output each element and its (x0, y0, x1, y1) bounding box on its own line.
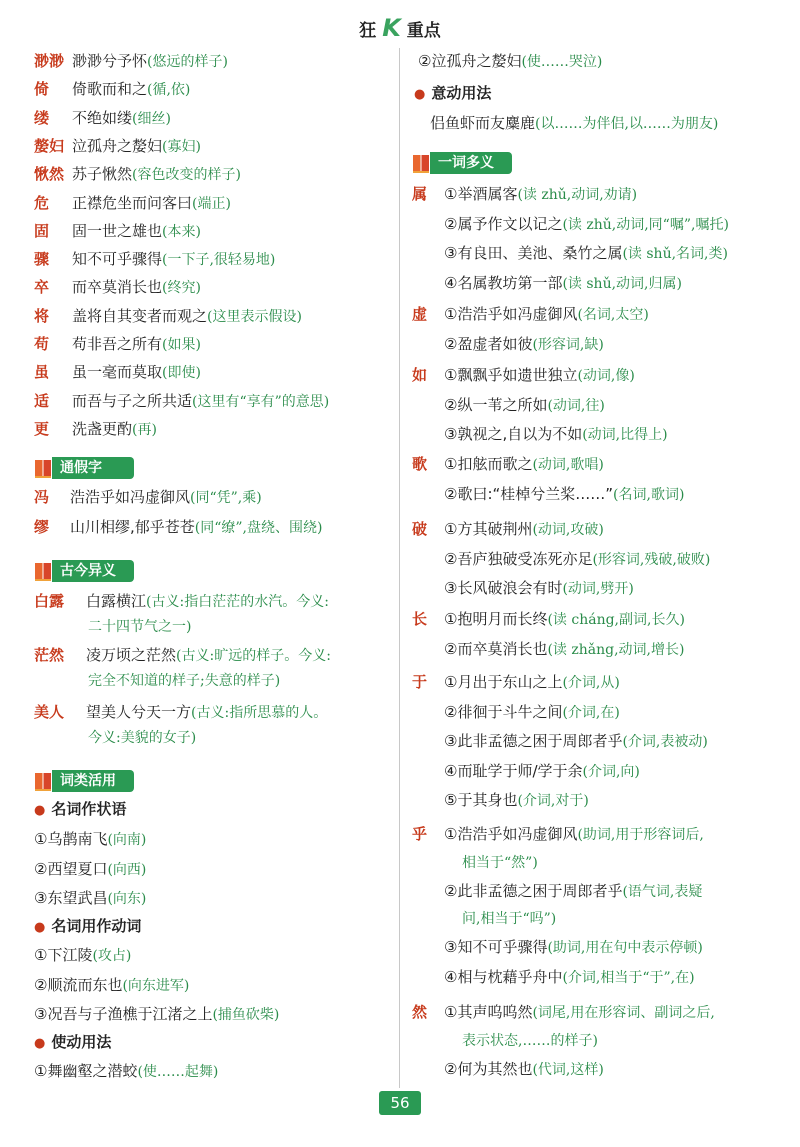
annotation: (这里表示假设) (207, 308, 302, 325)
vocab-entry (34, 250, 275, 269)
annotation: (使……哭泣) (521, 54, 603, 70)
subheading (34, 1033, 111, 1053)
annotation: (动词,比得上) (582, 427, 668, 443)
bullet-dot: ● (34, 803, 46, 818)
example-text: ③孰视之,自以为不如 (444, 425, 583, 443)
headword: 骤 (34, 250, 50, 269)
headword: 缪 (34, 518, 50, 536)
annotation: (介词,表被动) (622, 734, 708, 750)
annotation: (形容词,残破,破败) (592, 551, 711, 568)
polysemy-sense (444, 550, 710, 569)
headword: 然 (412, 1003, 428, 1021)
example-text: 苟非吾之所有 (72, 335, 163, 353)
example-text: ①扣舷而歌之 (444, 455, 533, 473)
polysemy-sense (444, 703, 620, 722)
annotation: (名词,太空) (577, 307, 649, 323)
vocab-entry (34, 307, 302, 326)
annotation: (古义:指白茫茫的水汽。今义: (146, 594, 329, 610)
vocab-entry (34, 278, 201, 297)
annotation: (向东) (107, 891, 147, 907)
example-text: ④名属教坊第一部 (444, 273, 563, 292)
annotation: (这里有“享有”的意思) (192, 393, 330, 410)
polysemy-sense (444, 579, 634, 598)
annotation-cont: 二十四节气之一) (88, 619, 192, 635)
polysemy-headword (412, 366, 427, 384)
usage-entry (34, 1062, 218, 1081)
polysemy-headword (412, 825, 427, 843)
usage-entry (34, 976, 189, 995)
usage-entry (418, 52, 602, 71)
annotation: (向西) (107, 861, 147, 878)
example-text: ②何为其然也 (444, 1059, 533, 1078)
polysemy-sense (444, 520, 604, 539)
example-text: 浩浩乎如冯虚御风 (70, 488, 191, 506)
bullet-dot: ● (414, 87, 426, 102)
annotation-cont: 问,相当于“吗”) (462, 911, 557, 927)
gujin-entry (34, 592, 329, 611)
headword: 更 (34, 419, 50, 438)
vocab-entry (34, 80, 190, 99)
annotation: (如果) (162, 337, 201, 353)
gujin-entry (34, 646, 331, 665)
polysemy-sense (444, 732, 708, 751)
vocab-entry (34, 392, 329, 411)
annotation-cont: 相当于“然”) (462, 854, 538, 871)
section-title: 通假字 (52, 457, 134, 479)
example-text: ②盈虚者如彼 (444, 334, 533, 353)
example-text: ③此非孟德之困于周郎者乎 (444, 732, 623, 750)
example-text: 正襟危坐而问客曰 (72, 193, 193, 212)
polysemy-sense (444, 762, 640, 781)
annotation: (动词,攻破) (532, 522, 604, 538)
section-title: 一词多义 (430, 152, 512, 174)
annotation: (介词,在) (562, 704, 620, 721)
example-text: ①月出于东山之上 (444, 673, 563, 691)
annotation: (读 shǔ,动词,归属) (562, 275, 682, 292)
headword: 破 (412, 520, 428, 538)
headword: 危 (34, 193, 50, 212)
tongjia-entry (34, 518, 322, 537)
headword: 美人 (34, 703, 65, 721)
example-text: ①浩浩乎如冯虚御风 (444, 305, 578, 323)
annotation: (语气词,表疑 (622, 883, 703, 900)
polysemy-headword (412, 1003, 427, 1021)
example-text: ②属予作文以记之 (444, 214, 563, 233)
tongjia-entry (34, 488, 262, 507)
vocab-entry (34, 52, 228, 71)
column-divider (399, 48, 400, 1088)
polysemy-sense (444, 882, 702, 901)
example-text: 泣孤舟之嫠妇 (72, 136, 163, 155)
example-text: 倚歌而和之 (72, 80, 148, 99)
subheading-text: 名词用作动词 (51, 917, 142, 935)
polysemy-headword (412, 185, 427, 203)
annotation-cont: 今义:美貌的女子) (88, 730, 197, 746)
bullet-dot: ● (34, 920, 46, 935)
headword: 茫然 (34, 646, 65, 664)
annotation: (一下子,很轻易地) (162, 252, 276, 269)
annotation: (介词,相当于“于”,在) (562, 969, 695, 986)
polysemy-sense-cont (462, 909, 556, 928)
annotation: (端正) (192, 195, 231, 212)
vocab-entry (34, 222, 201, 241)
example-text: ③东望武昌 (34, 889, 108, 907)
headword: 愀然 (34, 165, 65, 184)
subheading (34, 800, 126, 820)
annotation: (以……为伴侣,以……为朋友) (535, 116, 719, 132)
annotation: (向东进军) (122, 977, 190, 994)
polysemy-headword (412, 673, 427, 691)
annotation: (读 cháng,副词,长久) (547, 612, 685, 628)
example-text: 山川相缪,郁乎苍苍 (70, 518, 195, 536)
example-text: ④相与枕藉乎舟中 (444, 967, 563, 986)
example-text: ①浩浩乎如冯虚御风 (444, 825, 578, 843)
annotation: (名词,歌词) (613, 486, 685, 503)
example-text: ②此非孟德之困于周郎者乎 (444, 881, 623, 900)
polysemy-sense (444, 1060, 604, 1079)
annotation: (古义:指所思慕的人。 (191, 705, 328, 721)
example-text: ①乌鹊南飞 (34, 830, 108, 848)
polysemy-sense-cont (462, 853, 538, 872)
polysemy-sense-cont (462, 1031, 598, 1050)
headword: 于 (412, 673, 428, 691)
example-text: ③有良田、美池、桑竹之属 (444, 244, 623, 262)
example-text: ①舞幽壑之潜蛟 (34, 1062, 138, 1080)
annotation: (向南) (107, 832, 147, 848)
annotation: (形容词,缺) (532, 336, 604, 353)
headword: 缕 (34, 108, 50, 127)
polysemy-sense (444, 396, 605, 415)
annotation: (动词,像) (577, 368, 635, 384)
usage-entry (430, 114, 718, 133)
polysemy-headword (412, 305, 427, 323)
headword: 渺渺 (34, 52, 65, 70)
headword: 虚 (412, 305, 428, 323)
annotation: (本来) (162, 223, 201, 240)
usage-entry (34, 860, 146, 879)
annotation: (动词,劈开) (562, 581, 634, 597)
example-text: 苏子愀然 (72, 165, 133, 184)
annotation: (古义:旷远的样子。今义: (176, 648, 331, 664)
polysemy-sense (444, 244, 728, 263)
annotation: (读 zhǎng,动词,增长) (547, 641, 685, 658)
annotation: (动词,歌唱) (532, 457, 604, 473)
example-text: ②徘徊于斗牛之间 (444, 702, 563, 721)
headword: 乎 (412, 825, 428, 843)
annotation: (寡妇) (162, 138, 201, 155)
example-text: ④而耻学于师/学于余 (444, 761, 583, 780)
annotation: (终究) (162, 280, 201, 297)
annotation: (细丝) (132, 110, 171, 127)
headword: 歌 (412, 455, 428, 473)
header-k-logo: K (382, 14, 401, 42)
polysemy-sense (444, 968, 695, 987)
vocab-entry (34, 194, 231, 213)
example-text: ②歌曰:“桂棹兮兰桨……” (444, 484, 614, 503)
header-suffix: 重点 (406, 21, 441, 41)
headword: 倚 (34, 80, 50, 99)
example-text: ②而卒莫消长也 (444, 639, 548, 658)
annotation: (循,依) (147, 82, 191, 99)
vocab-entry (34, 109, 171, 128)
annotation: (同“缭”,盘绕、围绕) (194, 520, 323, 536)
example-text: 侣鱼虾而友麋鹿 (430, 114, 536, 132)
example-text: 望美人兮天一方 (86, 703, 192, 721)
header-prefix: 狂 (359, 21, 377, 41)
annotation: (使……起舞) (137, 1064, 219, 1080)
usage-entry (34, 830, 146, 849)
headword: 卒 (34, 278, 50, 297)
vocab-entry (34, 335, 201, 354)
headword: 固 (34, 221, 50, 240)
example-text: 渺渺兮予怀 (72, 52, 148, 70)
polysemy-sense (444, 938, 703, 957)
example-text: 而卒莫消长也 (72, 278, 163, 297)
example-text: ②顺流而东也 (34, 975, 123, 994)
page-number: 56 (379, 1091, 421, 1115)
polysemy-sense (444, 825, 704, 844)
annotation: (再) (132, 421, 157, 438)
example-text: 洗盏更酌 (72, 419, 133, 438)
polysemy-sense (444, 455, 604, 474)
headword: 如 (412, 366, 428, 384)
book-icon (412, 152, 430, 174)
annotation: (助词,用在句中表示停顿) (547, 940, 703, 956)
headword: 嫠妇 (34, 136, 65, 155)
example-text: ②纵一苇之所如 (444, 395, 548, 414)
annotation: (即使) (162, 365, 201, 382)
headword: 将 (34, 306, 50, 325)
example-text: 知不可乎骤得 (72, 250, 163, 269)
annotation: (读 zhǔ,动词,劝请) (517, 187, 638, 203)
usage-entry (34, 1005, 279, 1024)
book-icon (34, 770, 52, 792)
example-text: 白露横江 (86, 592, 147, 610)
annotation: (悠远的样子) (147, 54, 228, 70)
polysemy-sense (444, 640, 684, 659)
headword: 属 (412, 185, 428, 203)
annotation: (介词,向) (582, 763, 640, 780)
example-text: ③长风破浪会有时 (444, 579, 563, 597)
example-text: 而吾与子之所共适 (72, 391, 193, 410)
annotation: (词尾,用在形容词、副词之后, (532, 1005, 715, 1021)
example-text: ②泣孤舟之嫠妇 (418, 52, 522, 70)
polysemy-sense (444, 305, 649, 324)
page-header (0, 14, 800, 42)
gujin-entry-cont (88, 671, 280, 690)
headword: 适 (34, 391, 50, 410)
polysemy-sense (444, 1003, 715, 1022)
example-text: ②吾庐独破受冻死亦足 (444, 549, 593, 568)
book-icon (34, 457, 52, 479)
polysemy-sense (444, 673, 620, 692)
vocab-entry (34, 420, 157, 439)
example-text: ①飘飘乎如遗世独立 (444, 366, 578, 384)
example-text: 盖将自其变者而观之 (72, 306, 208, 325)
headword: 白露 (34, 592, 65, 610)
example-text: ⑤于其身也 (444, 791, 518, 809)
polysemy-sense (444, 215, 729, 234)
subheading (34, 917, 141, 937)
example-text: ①下江陵 (34, 946, 93, 964)
vocab-entry (34, 165, 241, 184)
example-text: ③况吾与子渔樵于江渚之上 (34, 1005, 213, 1023)
annotation: (捕鱼砍柴) (212, 1007, 280, 1023)
example-text: 凌万顷之茫然 (86, 646, 177, 664)
book-icon (34, 560, 52, 582)
bullet-dot: ● (34, 1036, 46, 1051)
headword: 虽 (34, 363, 50, 382)
example-text: 虽一毫而莫取 (72, 363, 163, 382)
polysemy-sense (444, 274, 682, 293)
polysemy-headword (412, 610, 427, 628)
subheading-text: 使动用法 (51, 1033, 112, 1051)
usage-entry (34, 889, 146, 908)
annotation: (介词,对于) (517, 793, 589, 809)
headword: 冯 (34, 488, 50, 506)
polysemy-headword (412, 520, 427, 538)
annotation: (攻占) (92, 948, 132, 964)
annotation: (代词,这样) (532, 1061, 604, 1078)
annotation: (容色改变的样子) (132, 167, 241, 184)
polysemy-sense (444, 791, 589, 810)
polysemy-sense (444, 485, 684, 504)
subheading-text: 意动用法 (431, 84, 492, 102)
gujin-entry-cont (88, 728, 196, 747)
example-text: ①其声呜呜然 (444, 1003, 533, 1021)
annotation-cont: 完全不知道的样子;失意的样子) (88, 673, 281, 689)
annotation: (介词,从) (562, 675, 620, 691)
example-text: ①方其破荆州 (444, 520, 533, 538)
example-text: 固一世之雄也 (72, 221, 163, 240)
example-text: 不绝如缕 (72, 108, 133, 127)
annotation: (助词,用于形容词后, (577, 827, 704, 843)
annotation-cont: 表示状态,……的样子) (462, 1032, 598, 1049)
headword: 长 (412, 610, 428, 628)
subheading (414, 84, 491, 104)
annotation: (同“凭”,乘) (190, 490, 262, 506)
headword: 苟 (34, 335, 50, 353)
gujin-entry (34, 703, 327, 722)
polysemy-sense (444, 610, 685, 629)
annotation: (动词,往) (547, 397, 605, 414)
section-title: 古今异义 (52, 560, 134, 582)
gujin-entry-cont (88, 617, 191, 636)
polysemy-sense (444, 335, 604, 354)
annotation: (读 shǔ,名词,类) (622, 246, 728, 262)
example-text: ③知不可乎骤得 (444, 938, 548, 956)
example-text: ①举酒属客 (444, 185, 518, 203)
polysemy-sense (444, 366, 635, 385)
vocab-entry (34, 137, 201, 156)
example-text: ①抱明月而长终 (444, 610, 548, 628)
example-text: ②西望夏口 (34, 859, 108, 878)
polysemy-sense (444, 425, 668, 444)
polysemy-sense (444, 185, 637, 204)
subheading-text: 名词作状语 (51, 800, 127, 818)
vocab-entry (34, 363, 201, 382)
usage-entry (34, 946, 131, 965)
polysemy-headword (412, 455, 427, 473)
section-title: 词类活用 (52, 770, 134, 792)
annotation: (读 zhǔ,动词,同“嘱”,嘱托) (562, 216, 729, 233)
